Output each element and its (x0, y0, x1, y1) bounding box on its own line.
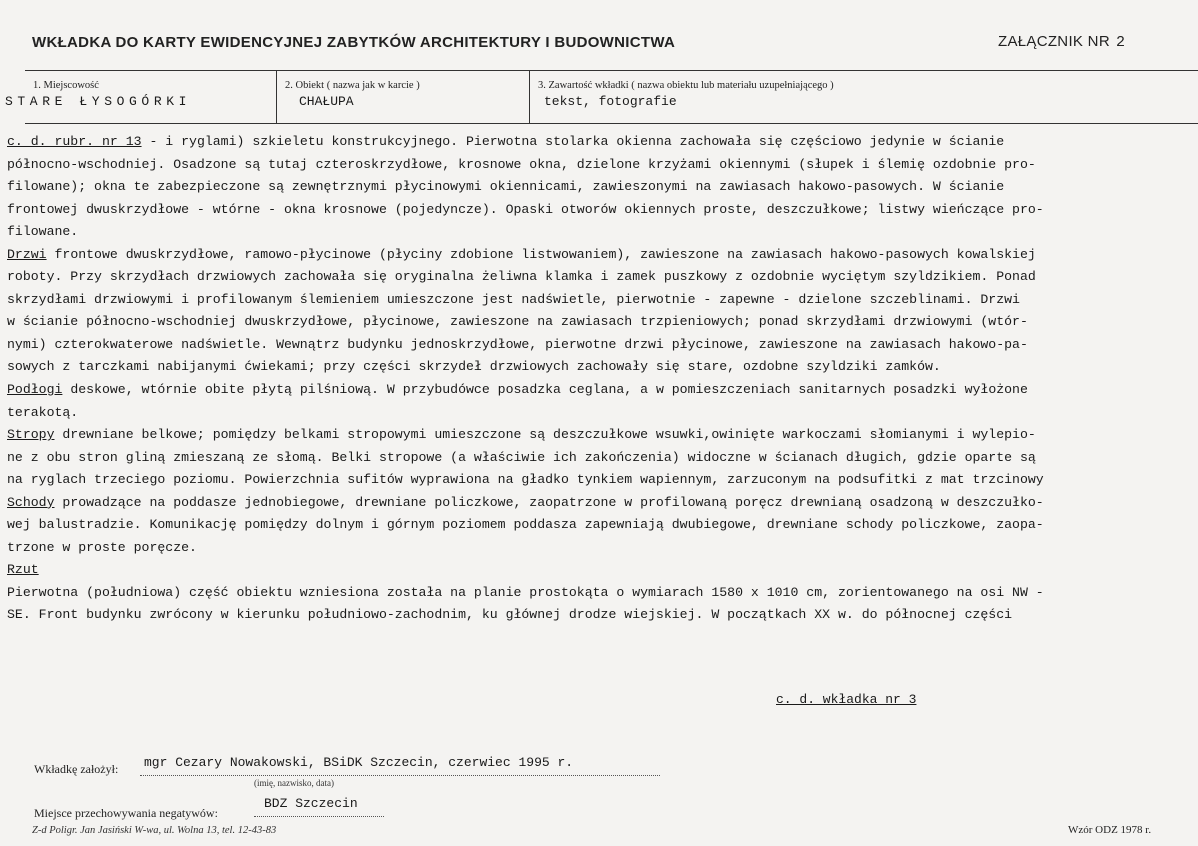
section-heading: Stropy (7, 427, 55, 443)
section-heading: c. d. rubr. nr 13 (7, 134, 142, 149)
body-text-run: drewniane belkowe; pomiędzy belkami stropowymi umieszczone są deszczułkowe wsuwki,owinięte warkoczami słomianymi i wylepio- (54, 427, 1036, 443)
section-heading: Podłogi (7, 382, 63, 398)
body-line (7, 334, 1197, 357)
object-label: 2. Obiekt ( nazwa jak w karcie ) (285, 80, 420, 91)
annex-number: 2 (1115, 34, 1126, 51)
form-model: Wzór ODZ 1978 r. (1068, 824, 1152, 836)
body-text-run: prowadzące na poddasze jednobiegowe, drewniane policzkowe, zaopatrzone w profilowaną poręcz drewnianą osadzoną w deszczułko- (54, 494, 1044, 510)
body-text-run: sowych z tarczkami nabijanymi ćwiekami; przy części skrzydeł drzwiowych zachowały się stare, ozdobne szyldziki zamków. (7, 359, 941, 375)
body-line (7, 424, 1197, 447)
section-heading: Rzut (7, 562, 39, 578)
body-line (7, 447, 1197, 470)
body-text-run: filowane); okna te zabezpieczone są zewnętrznymi płycinowymi okiennicami, zawieszonymi na zawiasach hakowo-pasowych. W ścianie (7, 179, 1005, 195)
body-line (7, 154, 1197, 177)
printer-imprint: Z-d Poligr. Jan Jasiński W-wa, ul. Wolna 13, tel. 12-43-83 (32, 825, 277, 836)
body-text-run: północno-wschodniej. Osadzone są tutaj czteroskrzydłowe, krosnowe okna, dzielone krzyżami okiennymi (słupek i ślemię ozdobnie pro- (7, 156, 1036, 172)
body-line (7, 559, 1197, 582)
author-field-hint: (imię, nazwisko, data) (254, 778, 334, 788)
body-line (7, 199, 1197, 222)
negatives-label: Miejsce przechowywania negatywów: (34, 806, 218, 820)
body-text-run: roboty. Przy skrzydłach drzwiowych zachowała się oryginalna żeliwna klamka i zamek puszkowy z ozdobnie wyciętym szyldzikiem. Ponad (7, 269, 1036, 285)
body-line (7, 514, 1197, 537)
section-heading: Drzwi (7, 246, 47, 262)
typewritten-body (7, 131, 1197, 627)
body-line (7, 356, 1197, 379)
body-line (7, 492, 1197, 515)
body-text-run: w ścianie północno-wschodniej dwuskrzydłowe, płycinowe, zawieszone na zawiasach trzpieniowych; ponad skrzydłami drzwiowymi (wtór- (7, 314, 1028, 330)
body-text-run: terakotą. (7, 404, 79, 420)
body-line (7, 582, 1197, 605)
body-text-run: trzone w proste poręcze. (7, 539, 197, 555)
body-text-run: Pierwotna (południowa) część obiektu wzniesiona została na planie prostokąta o wymiarach 1580 x 1010 cm, zorientowanego na osi NW - (7, 584, 1044, 600)
body-text-run: deskowe, wtórnie obite płytą pilśniową. W przybudówce posadzka ceglana, a w pomieszczeniach sanitarnych posadzki wyłożone (62, 382, 1028, 398)
author-value: mgr Cezary Nowakowski, BSiDK Szczecin, czerwiec 1995 r. (144, 755, 574, 770)
annex-label: ZAŁĄCZNIK NR (998, 33, 1110, 50)
body-line (7, 289, 1197, 312)
object-cell (277, 71, 530, 123)
form-title: WKŁADKA DO KARTY EWIDENCYJNEJ ZABYTKÓW ARCHITEKTURY I BUDOWNICTWA (32, 34, 676, 51)
body-text-run: frontowej dwuskrzydłowe - wtórne - okna krosnowe (pojedyncze). Opaski otworów okiennych proste, deszczułkowe; listwy wieńczące pro- (7, 201, 1044, 217)
body-line (7, 131, 1197, 154)
body-text-run: skrzydłami drzwiowymi i profilowanym ślemieniem umieszczone jest nadświetle, pierwotnie - zapewne - dzielone szczeblinami. Drzwi (7, 291, 1020, 307)
body-line (7, 469, 1197, 492)
contents-cell (530, 71, 1198, 123)
body-text-run: wej balustradzie. Komunikację pomiędzy dolnym i górnym poziomem poddasza zapewniają dwubiegowe, drewniane schody policzkowe, zaopa- (7, 517, 1044, 533)
author-dotted-line (140, 775, 660, 776)
contents-label: 3. Zawartość wkładki ( nazwa obiektu lub materiału uzupełniającego ) (538, 80, 834, 91)
body-line (7, 604, 1197, 627)
continuation-note: c. d. wkładka nr 3 (776, 692, 917, 707)
body-line (7, 176, 1197, 199)
locality-value: STARE ŁYSOGÓRKI (5, 94, 192, 109)
body-text-run: na ryglach trzeciego poziomu. Powierzchnia sufitów wyprawiona na gładko tynkiem wapiennym, zarzuconym na podsufitki z mat trzcinowy (7, 472, 1044, 488)
body-line (7, 537, 1197, 560)
object-value: CHAŁUPA (299, 94, 354, 109)
body-text-run: filowane. (7, 224, 79, 240)
body-text-run: nymi) czterokwaterowe nadświetle. Wewnątrz budynku jednoskrzydłowe, pierwotne drzwi płycinowe, zawieszone na zawiasach hakowo-pa- (7, 336, 1028, 352)
negatives-value: BDZ Szczecin (264, 796, 358, 811)
body-text-run: - i ryglami) szkieletu konstrukcyjnego. Pierwotna stolarka okienna zachowała się częściowo jedynie w ścianie (141, 134, 1005, 149)
body-text-run: frontowe dwuskrzydłowe, ramowo-płycinowe (płyciny zdobione listwowaniem), zawieszone na zawiasach hakowo-pasowych kowalskiej (46, 246, 1036, 262)
section-heading: Schody (7, 494, 55, 510)
header-fields-row (5, 70, 1198, 124)
locality-label: 1. Miejscowość (33, 80, 99, 91)
negatives-dotted-line (254, 816, 384, 817)
body-line (7, 379, 1197, 402)
body-line (7, 402, 1197, 425)
body-text-run: SE. Front budynku zwrócony w kierunku południowo-zachodnim, ku głównej drodze wiejskiej. W początkach XX w. do północnej części (7, 607, 1013, 623)
body-line (7, 266, 1197, 289)
body-text-run: ne z obu stron gliną zmieszaną ze słomą. Belki stropowe (a właściwie ich zakończenia) widoczne w ścianach długich, gdzie oparte są (7, 449, 1036, 465)
annex-heading (998, 33, 1125, 51)
body-line (7, 221, 1197, 244)
locality-cell (5, 71, 277, 123)
body-line (7, 244, 1197, 267)
contents-value: tekst, fotografie (544, 94, 677, 109)
author-label: Wkładkę założył: (34, 762, 119, 776)
body-line (7, 311, 1197, 334)
